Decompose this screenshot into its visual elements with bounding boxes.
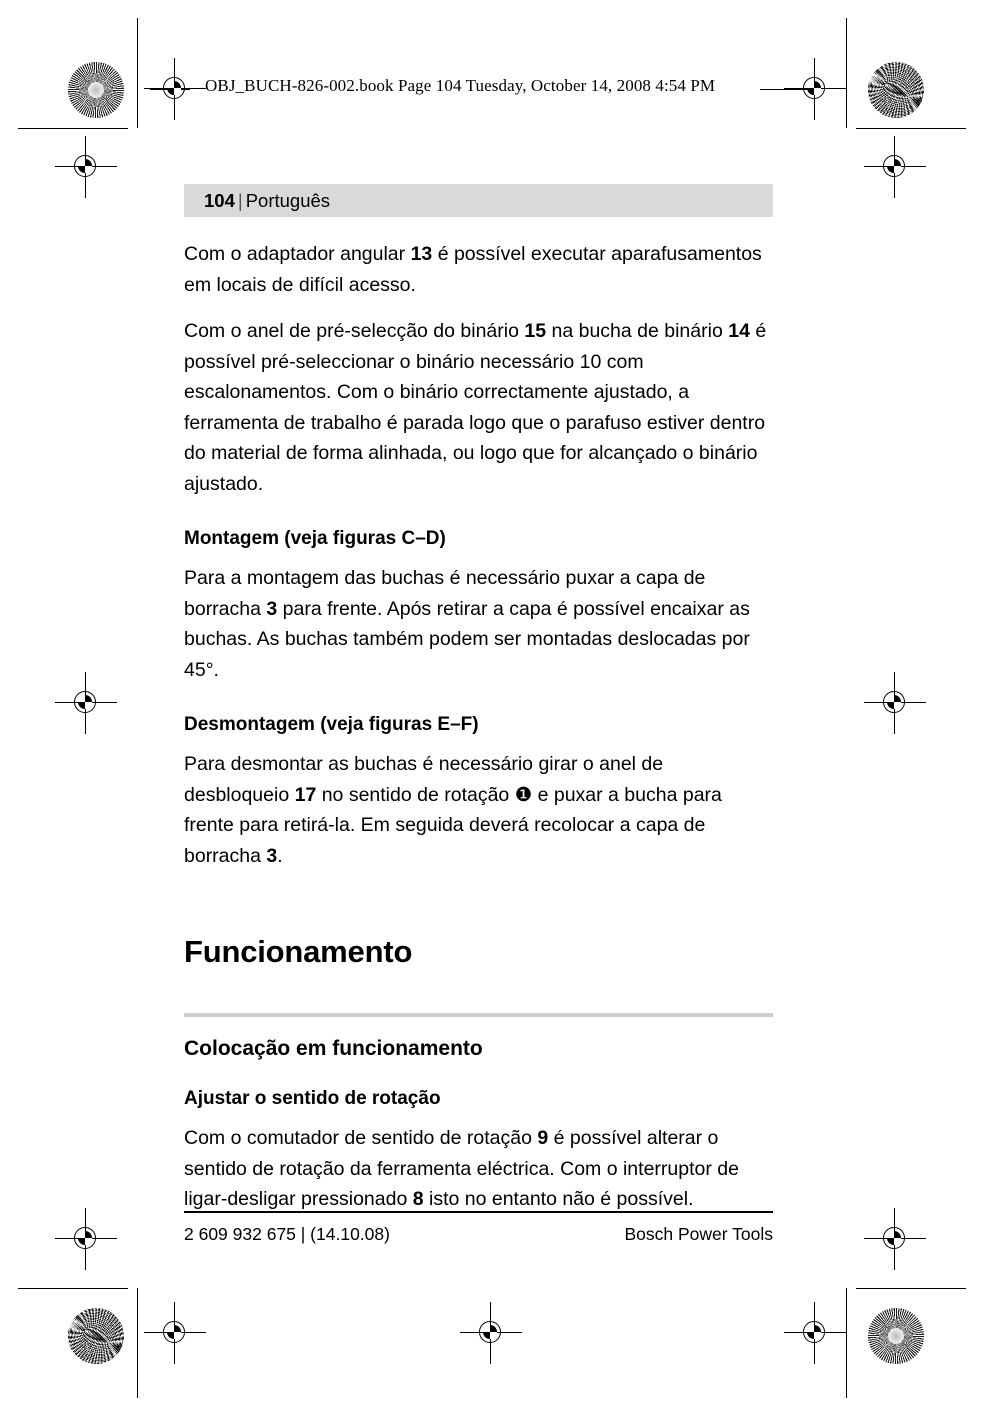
part-reference-8: 8 xyxy=(412,1188,424,1210)
heading-ajustar-sentido-rotacao: Ajustar o sentido de rotação xyxy=(184,1088,441,1109)
heading-desmontagem: Desmontagem (veja figuras E–F) xyxy=(184,714,479,735)
trim-line-right-vertical xyxy=(846,18,847,128)
heading-montagem: Montagem (veja figuras C–D) xyxy=(184,528,446,549)
paragraph-text: Com o anel de pré-selecção do binário xyxy=(184,320,525,342)
footer-row xyxy=(184,1222,773,1246)
running-head-language: Português xyxy=(245,190,331,211)
registration-dot xyxy=(78,1231,92,1245)
registration-mark-lower-right xyxy=(872,1216,918,1262)
registration-mark-upper-left xyxy=(63,144,109,190)
paragraph-text: no sentido de rotação xyxy=(316,783,515,806)
registration-dot xyxy=(167,1325,181,1339)
paragraph-text: Para desmontar as buchas é necessário girar o anel de desbloqueio xyxy=(184,753,664,806)
paragraph-anel-pre-seleccao xyxy=(184,316,773,499)
paragraph-text: para frente. Após retirar a capa é possível encaixar as buchas. As buchas também podem ser montadas deslocadas por 45°. xyxy=(184,597,750,681)
paragraph-text: isto no entanto não é possível. xyxy=(423,1188,694,1210)
footer-divider-rule xyxy=(184,1211,773,1213)
registration-mark-upper-right xyxy=(872,144,918,190)
part-reference-3: 3 xyxy=(266,844,278,867)
paragraph-comutador-sentido-rotacao xyxy=(184,1123,773,1215)
paragraph-text: e puxar a bucha para frente para retirá-la. Em seguida deverá recolocar a capa de borracha xyxy=(184,783,722,867)
paragraph-montagem xyxy=(184,563,773,685)
paragraph-text: . xyxy=(277,844,283,867)
registration-dot xyxy=(78,159,92,173)
section-title-colocacao: Colocação em funcionamento xyxy=(184,1037,483,1060)
registration-dot xyxy=(807,1325,821,1339)
chapter-title-funcionamento: Funcionamento xyxy=(184,934,413,969)
footer-publisher: Bosch Power Tools xyxy=(624,1224,773,1244)
trim-line-bottom-left-horizontal xyxy=(18,1288,128,1289)
part-reference-17: 17 xyxy=(294,783,317,806)
trim-line-top-left-horizontal xyxy=(18,128,128,129)
paragraph-adaptador-angular xyxy=(184,239,773,300)
paragraph-text: é possível pré-seleccionar o binário necessário 10 com escalonamentos. Com o binário correctamente ajustado, a ferramenta de trabalho é parada logo que o parafuso estiver dentro do material de forma alinhada, ou logo que for alcançado o binário ajustado. xyxy=(184,320,767,495)
paragraph-desmontagem xyxy=(184,749,773,871)
registration-mark-bottom-right xyxy=(792,1310,838,1356)
rotation-direction-one-icon: ❶ xyxy=(514,783,533,806)
registration-dot xyxy=(483,1325,497,1339)
part-reference-14: 14 xyxy=(728,320,750,342)
registration-mark-lower-left xyxy=(63,1216,109,1262)
part-reference-13: 13 xyxy=(410,243,433,265)
footer-document-number: 2 609 932 675 | (14.10.08) xyxy=(184,1224,390,1244)
registration-mark-top-left xyxy=(152,66,198,112)
registration-dot xyxy=(807,81,821,95)
moire-target-mark-bottom-left xyxy=(68,1308,124,1364)
registration-dot xyxy=(887,695,901,709)
registration-mark-bottom-left xyxy=(152,1310,198,1356)
registration-mark-middle-right xyxy=(872,680,918,726)
star-target-mark-bottom-right xyxy=(868,1308,924,1364)
paragraph-text: é possível alterar o sentido de rotação da ferramenta eléctrica. Com o interruptor de ligar-desligar pressionado xyxy=(184,1127,739,1210)
trim-line-left-vertical-bottom xyxy=(137,1288,138,1398)
registration-mark-bottom-center xyxy=(468,1310,514,1356)
part-reference-15: 15 xyxy=(524,320,547,342)
paragraph-text: Para a montagem das buchas é necessário puxar a capa de borracha xyxy=(184,567,706,620)
page-footer xyxy=(184,1211,773,1246)
trim-line-right-vertical-bottom xyxy=(846,1288,847,1398)
paragraph-text: é possível executar aparafusamentos em locais de difícil acesso. xyxy=(184,243,762,296)
running-head xyxy=(184,184,773,217)
moire-target-mark-top-right xyxy=(868,62,924,118)
paragraph-text: Com o comutador de sentido de rotação xyxy=(184,1127,538,1149)
registration-dot xyxy=(167,81,181,95)
trim-line-top-right-horizontal xyxy=(856,128,966,129)
content-column xyxy=(184,184,773,1231)
paragraph-text: Com o adaptador angular xyxy=(184,243,411,265)
registration-mark-top-right xyxy=(792,66,838,112)
registration-mark-middle-left xyxy=(63,680,109,726)
registration-dot xyxy=(887,159,901,173)
registration-dot xyxy=(887,1231,901,1245)
trim-line-left-vertical xyxy=(137,18,138,128)
trim-line-bottom-right-horizontal xyxy=(856,1288,966,1289)
page-number: 104 xyxy=(204,190,235,211)
section-divider-rule xyxy=(184,1013,773,1017)
running-head-separator: | xyxy=(237,190,243,211)
part-reference-9: 9 xyxy=(537,1127,549,1149)
registration-dot xyxy=(78,695,92,709)
part-reference-3: 3 xyxy=(266,597,278,620)
star-target-mark-top-left xyxy=(68,62,124,118)
slug-line: OBJ_BUCH-826-002.book Page 104 Tuesday, October 14, 2008 4:54 PM xyxy=(205,76,716,95)
paragraph-text: na bucha de binário xyxy=(546,320,729,342)
